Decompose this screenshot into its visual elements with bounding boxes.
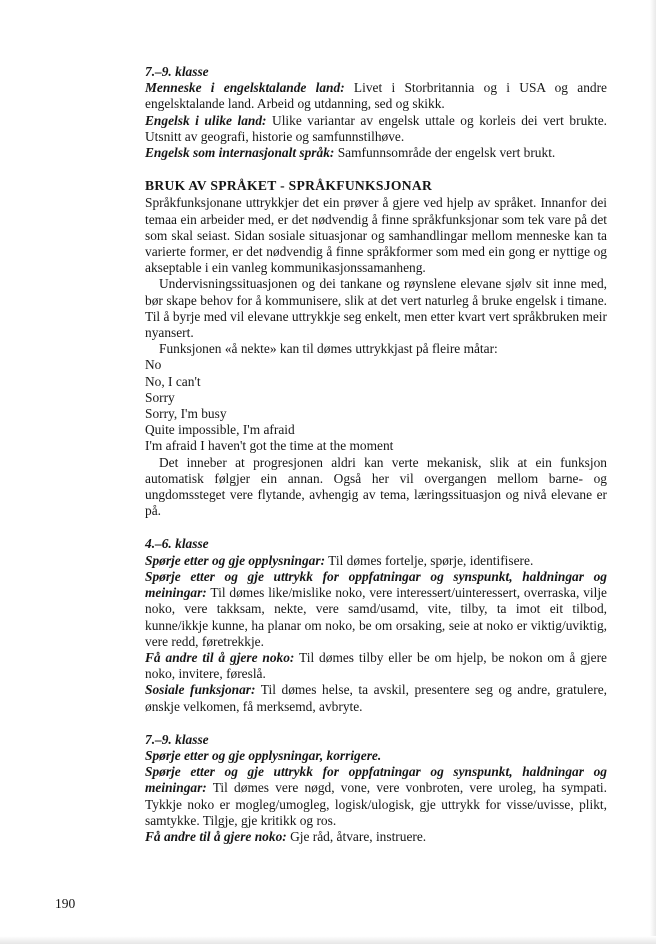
item-label: Engelsk i ulike land: (145, 112, 267, 128)
section-paragraph-4: Det inneber at progresjonen aldri kan verte mekanisk, slik at ein funksjon automatisk følgjer ein annan. Også her vil overgangen mellom barne- og ungdomssteget vere flytande, avhengig av tema, læringssituasjon og nivå elevane er på. (145, 454, 607, 519)
item-label: Spørje etter og gje opplysningar: (145, 552, 326, 568)
section-paragraph-3: Funksjonen «å nekte» kan til dømes uttrykkjast på fleire måtar: (159, 341, 498, 357)
block1-heading: 7.–9. klasse (145, 64, 209, 79)
block2-item-0 (145, 553, 607, 569)
example-line: Sorry (145, 389, 175, 405)
block2-item-1 (145, 569, 607, 650)
item-text: Samfunnsområde der engelsk vert brukt. (334, 145, 556, 161)
example-line: No, I can't (145, 373, 201, 389)
block2-item-2 (145, 650, 607, 682)
section-paragraph-2: Undervisningssituasjonen og dei tankane og røynslene elevane sjølv sit inne med, bør skape behov for å kommunisere, slik at det vert naturleg å bruke engelsk i timane. Til å byrje med vil elevane uttrykkje seg enkelt, men etter kvart vert språkbruken meir nyansert. (145, 276, 607, 341)
spacer (145, 519, 607, 536)
example-line: I'm afraid I haven't got the time at the moment (145, 438, 394, 454)
item-label: Få andre til å gjere noko: (145, 649, 295, 665)
section-title: BRUK AV SPRÅKET - SPRÅKFUNKSJONAR (145, 178, 433, 194)
page-bottom-shadow (0, 936, 656, 944)
page-number: 190 (55, 896, 76, 911)
example-line: Sorry, I'm busy (145, 406, 227, 422)
block3-item-2 (145, 829, 607, 845)
item-text: Til dømes vere nøgd, vone, vere vonbroten, vere uroleg, ha sympati. Tykkje noko er mogleg/umogleg, logisk/ulogisk, gje uttrykk for visse/uvisse, plikt, samtykke. Tilgje, gje kritikk og ros. (145, 780, 607, 828)
item-label: Spørje etter og gje uttrykk for oppfatningar og synspunkt, haldningar og meiningar: (145, 568, 607, 601)
item-label: Spørje etter og gje opplysningar, korrigere. (145, 747, 382, 763)
item-text: Til dømes like/mislike noko, vere interessert/uinteressert, overraska, vilje noko, vere takksam, nekte, vere samd/usamd, vite, tilby, ta imot eit tilbod, kunne/ikkje kunne, ha planar om noko, be om orsaking, seie at noko er viktig/uviktig, vere redd, føretrekkje. (145, 585, 607, 649)
block3-item-1 (145, 764, 607, 829)
section-paragraph-1: Språkfunksjonane uttrykkjer det ein prøver å gjere ved hjelp av språket. Innanfor dei temaa ein arbeider med, er det nødvendig å finne språkfunksjonar som tek vare på det som skal seiast. Sidan sosiale situasjonar og samhandlingar mellom menneske kan ta varierte former, er det nødvendig å finne språkformer som med ein gong er nyttige og akseptable i ein vanleg kommunikasjonssamanheng. (145, 195, 607, 276)
item-text: Til dømes fortelje, spørje, identifisere. (325, 552, 534, 568)
block2-item-3 (145, 682, 607, 714)
page-body (145, 64, 607, 845)
spacer (145, 715, 607, 732)
item-text: Gje råd, åtvare, instruere. (286, 828, 427, 844)
block3-item-0 (145, 748, 607, 764)
item-text: Til dømes tilby eller be om hjelp, be nokon om å gjere noko, invitere, føreslå. (145, 649, 607, 682)
block2-heading: 4.–6. klasse (145, 536, 209, 552)
example-line: No (145, 357, 162, 373)
item-label: Få andre til å gjere noko: (145, 828, 287, 844)
example-line: Quite impossible, I'm afraid (145, 422, 295, 438)
item-label: Sosiale funksjonar: (145, 682, 256, 698)
item-label: Menneske i engelsktalande land: (145, 80, 345, 96)
block1-item-1 (145, 113, 607, 145)
item-label: Engelsk som internasjonalt språk: (145, 145, 335, 161)
item-text: Livet i Storbritannia og i USA og andre engelsktalande land. Arbeid og utdanning, sed og skikk. (145, 80, 607, 112)
item-text: Til dømes helse, ta avskil, presentere seg og andre, gratulere, ønskje velkomen, få merksemd, avbryte. (145, 682, 607, 714)
item-text: Ulike variantar av engelsk uttale og korleis dei vert brukte. Utsnitt av geografi, historie og samfunnstilhøve. (145, 112, 607, 144)
block1-item-0 (145, 80, 607, 112)
block1-item-2 (145, 145, 607, 161)
item-label: Spørje etter og gje uttrykk for oppfatningar og synspunkt, haldningar og meiningar: (145, 764, 607, 796)
block3-heading: 7.–9. klasse (145, 731, 209, 747)
page-edge-shadow (650, 0, 656, 944)
